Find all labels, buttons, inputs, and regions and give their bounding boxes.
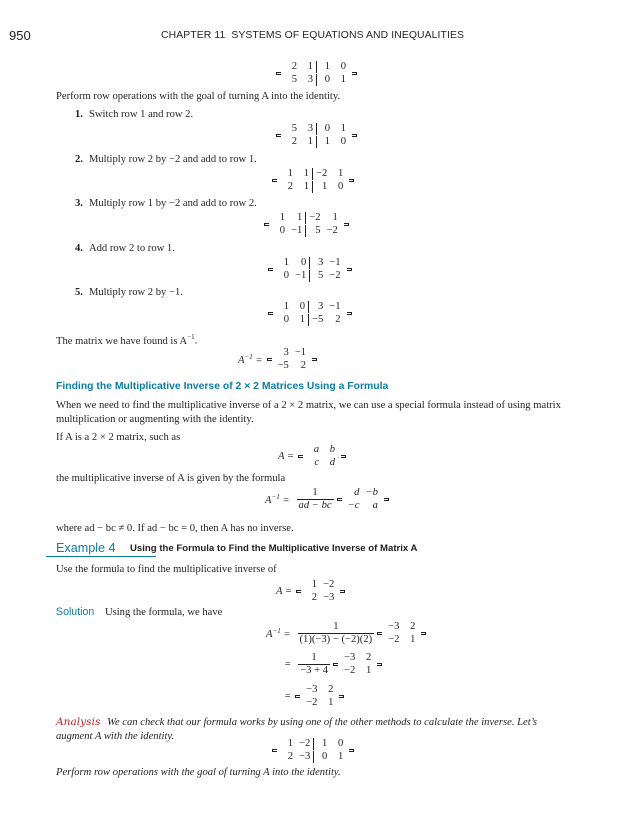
- step-2-matrix: [272, 167, 354, 194]
- step-3-matrix: [264, 211, 349, 238]
- matrix-cell: 1: [287, 168, 293, 179]
- matrix-cell: 5: [315, 225, 321, 236]
- matrix-cell: 5: [317, 270, 324, 281]
- step-3: 3. Multiply row 1 by −2 and add to row 2.: [75, 198, 257, 209]
- matrix-cell: a: [313, 444, 320, 455]
- matrix-cell: c: [314, 457, 320, 468]
- matrix-cell: 1: [332, 212, 338, 223]
- matrix-cell: −5: [312, 314, 324, 325]
- matrix-cell: −1: [294, 347, 307, 358]
- solution-step-3: = −3 2 −2 1: [284, 683, 344, 710]
- matrix-cell: a: [372, 500, 378, 511]
- matrix-cell: 2: [365, 652, 372, 663]
- matrix-cell: 0: [337, 181, 344, 192]
- matrix-cell: −2: [388, 634, 400, 645]
- solution-label: Solution: [56, 606, 95, 618]
- section-heading: Finding the Multiplicative Inverse of 2 × 2 Matrices Using a Formula: [56, 381, 389, 392]
- final-text: Perform row operations with the goal of turning A into the identity.: [56, 767, 341, 778]
- solution: Solution Using the formula, we have: [56, 606, 223, 618]
- matrix-cell: 1: [296, 181, 313, 193]
- bracket-right: [349, 179, 354, 182]
- inverse-formula: $A^{-1}$ = $\frac{1}{ad - bc}$ d −b −c a: [265, 486, 389, 513]
- matrix-cell: 2: [300, 360, 307, 371]
- matrix-cell: −2: [323, 579, 335, 590]
- matrix-cell: 5: [291, 123, 297, 134]
- example-text: Use the formula to find the multiplicative inverse of: [56, 564, 277, 575]
- matrix-cell: −2: [309, 212, 321, 223]
- matrix-cell: −2: [296, 738, 314, 750]
- matrix-cell: 3: [300, 123, 317, 135]
- matrix-cell: 1: [337, 751, 344, 762]
- example-title: Using the Formula to Find the Multiplicative Inverse of Matrix A: [130, 543, 418, 554]
- matrix-cell: −3: [344, 652, 356, 663]
- matrix-cell: 2: [328, 684, 334, 695]
- matrix-cell: −1: [288, 225, 306, 237]
- solution-step-2: = $\frac{1}{-3 + 4}$ −3 2 −2 1: [284, 651, 382, 678]
- step-4-matrix: [268, 256, 352, 283]
- matrix-cell: −2: [316, 168, 328, 179]
- matrix-cell: b: [329, 444, 336, 455]
- matrix-cell: 0: [283, 270, 289, 281]
- bracket-right: [347, 312, 352, 315]
- paragraph-formula-intro: When we need to find the multiplicative inverse of a 2 × 2 matrix, we can use a special formula instead of using matrix multiplication or augmenting with the identity.: [56, 400, 561, 425]
- matrix-cell: −3: [306, 684, 318, 695]
- matrix-cell: 1: [311, 579, 318, 590]
- matrix-cell: 0: [337, 738, 344, 749]
- matrix-cell: 0: [292, 301, 309, 313]
- paragraph-condition: where ad − bc ≠ 0. If ad − bc = 0, then A has no inverse.: [56, 523, 294, 534]
- matrix-cell: 0: [292, 257, 310, 269]
- solution-step-1: $A^{-1}$ = $\frac{1}{(1)(-3) - (-2)(2)}$ −3 2 −2 1: [266, 620, 426, 647]
- matrix-cell: 1: [283, 301, 289, 312]
- matrix-cell: 1: [328, 697, 334, 708]
- step-1-matrix: [276, 122, 357, 149]
- matrix-cell: 0: [324, 74, 330, 85]
- bracket-right: [384, 498, 389, 501]
- matrix-cell: 1: [340, 123, 346, 134]
- matrix-cell: 1: [300, 136, 317, 148]
- example-label: Example 4: [46, 541, 126, 555]
- matrix-cell: 0: [324, 123, 330, 134]
- example-underline: [46, 556, 156, 557]
- matrix-cell: d: [354, 487, 360, 498]
- matrix-cell: 2: [291, 136, 297, 147]
- bracket-right: [347, 268, 352, 271]
- matrix-cell: 1: [283, 257, 289, 268]
- matrix-cell: 3: [317, 257, 324, 268]
- step-5: 5. Multiply row 2 by −1.: [75, 287, 183, 298]
- matrix-cell: −1: [329, 301, 341, 312]
- matrix-cell: 2: [311, 592, 318, 603]
- matrix-cell: 1: [300, 61, 317, 73]
- matrix-cell: −2: [329, 270, 341, 281]
- matrix-cell: 1: [337, 168, 344, 179]
- intro-text: Perform row operations with the goal of turning A into the identity.: [56, 91, 341, 102]
- paragraph-if-a: If A is a 2 × 2 matrix, such as: [56, 432, 181, 443]
- analysis-label: Analysis: [56, 716, 101, 728]
- matrix-cell: 2: [287, 181, 293, 192]
- matrix-cell: 1: [321, 181, 328, 192]
- bracket-right: [344, 223, 349, 226]
- example-heading: [46, 541, 566, 557]
- generic-matrix: A = a b c d: [278, 443, 346, 470]
- matrix-cell: −3: [388, 621, 400, 632]
- matrix-cell: 3: [317, 301, 324, 312]
- matrix-cell: −5: [277, 360, 289, 371]
- augmented-matrix-final: [272, 737, 354, 764]
- matrix-cell: −2: [306, 697, 318, 708]
- page-number: 950: [9, 28, 31, 43]
- matrix-cell: 0: [340, 136, 346, 147]
- matrix-cell: 0: [283, 314, 289, 325]
- matrix-cell: 0: [321, 751, 328, 762]
- matrix-cell: 3: [283, 347, 289, 358]
- bracket-right: [352, 72, 357, 75]
- step-4: 4. Add row 2 to row 1.: [75, 243, 175, 254]
- matrix-cell: 1: [288, 212, 306, 224]
- matrix-cell: 5: [291, 74, 297, 85]
- matrix-cell: 0: [279, 225, 285, 236]
- matrix-cell: 1: [279, 212, 285, 223]
- matrix-cell: 1: [296, 168, 313, 180]
- matrix-cell: 2: [335, 314, 341, 325]
- matrix-cell: 1: [410, 634, 416, 645]
- matrix-cell: d: [329, 457, 336, 468]
- matrix-cell: −1: [329, 257, 341, 268]
- inverse-result: $A^{-1}$ = 3 −1 −5 2: [238, 346, 317, 373]
- matrix-cell: 2: [291, 61, 297, 72]
- paragraph-given-by: the multiplicative inverse of A is given by the formula: [56, 473, 286, 484]
- matrix-cell: 1: [324, 136, 330, 147]
- matrix-cell: 1: [287, 738, 293, 749]
- matrix-cell: 1: [340, 74, 346, 85]
- matrix-cell: −3: [296, 751, 314, 763]
- bracket-right: [377, 663, 382, 666]
- bracket-right: [312, 358, 317, 361]
- chapter-header: CHAPTER 11 SYSTEMS OF EQUATIONS AND INEQUALITIES: [161, 30, 465, 41]
- matrix-cell: 3: [300, 74, 317, 86]
- augmented-matrix-initial: [276, 60, 357, 87]
- matrix-cell: 1: [365, 665, 372, 676]
- matrix-cell: 1: [321, 738, 328, 749]
- step-5-matrix: [268, 300, 352, 327]
- matrix-cell: 0: [340, 61, 346, 72]
- matrix-cell: −b: [365, 487, 378, 498]
- step-1: 1. Switch row 1 and row 2.: [75, 109, 194, 120]
- matrix-cell: −3: [323, 592, 335, 603]
- matrix-cell: −1: [292, 270, 310, 282]
- bracket-right: [339, 695, 344, 698]
- matrix-cell: 2: [410, 621, 416, 632]
- bracket-right: [341, 455, 346, 458]
- matrix-cell: −2: [326, 225, 338, 236]
- bracket-right: [352, 134, 357, 137]
- matrix-cell: 1: [292, 314, 309, 326]
- bracket-right: [421, 632, 426, 635]
- bracket-right: [349, 749, 354, 752]
- matrix-cell: −2: [344, 665, 356, 676]
- matrix-cell: −c: [347, 500, 360, 511]
- analysis-paragraph: Analysis We can check that our formula works by using one of the other methods to calculate the inverse. Let’s augment A with the identity.: [56, 716, 537, 742]
- bracket-right: [340, 590, 345, 593]
- found-text: The matrix we have found is $A^{-1}$.: [56, 333, 198, 347]
- matrix-cell: 1: [324, 61, 330, 72]
- step-2: 2. Multiply row 2 by −2 and add to row 1.: [75, 154, 257, 165]
- example-matrix: A = 1 −2 2 −3: [276, 578, 345, 605]
- matrix-cell: 2: [287, 751, 293, 762]
